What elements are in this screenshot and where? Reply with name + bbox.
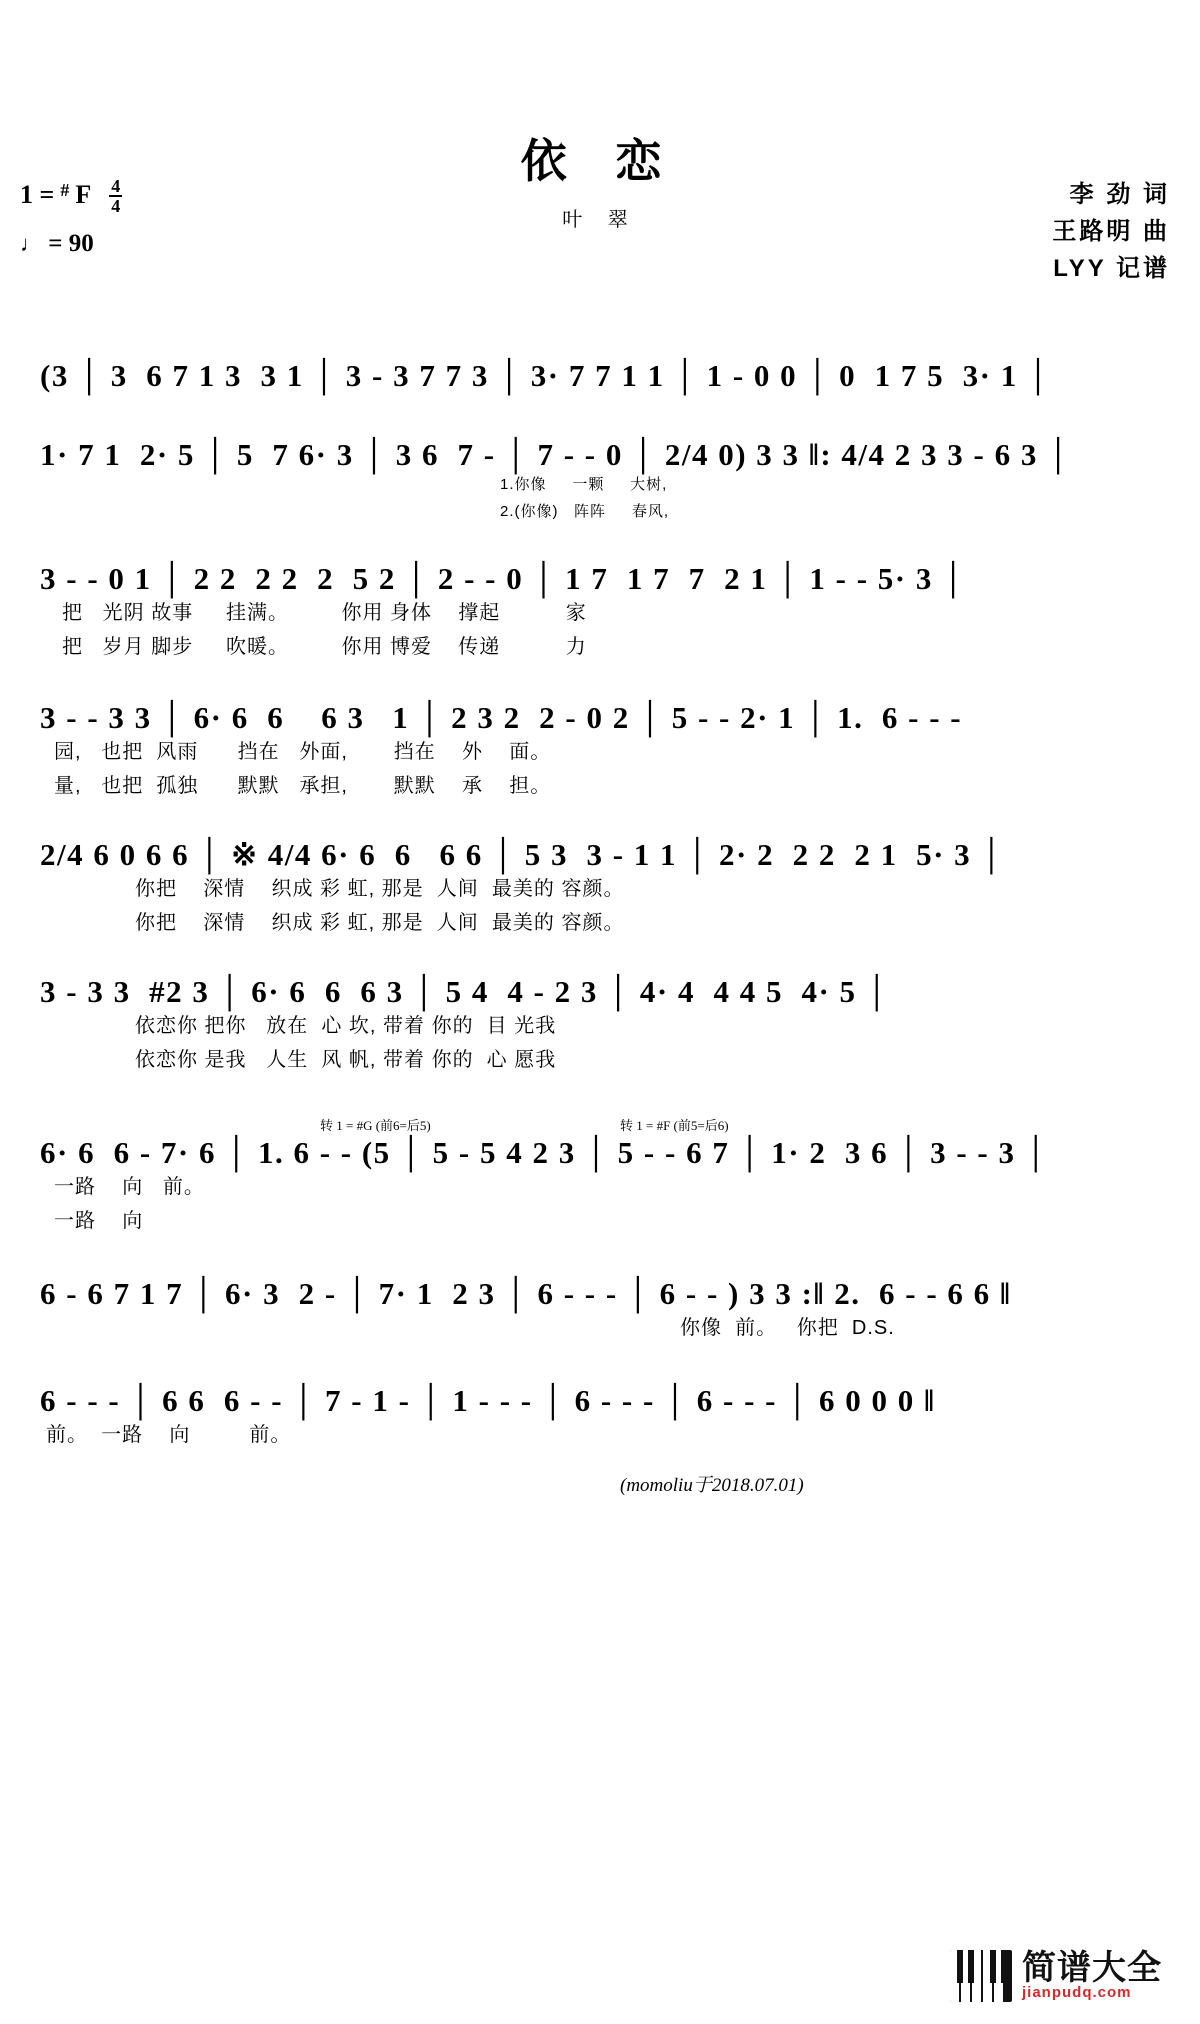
score-line-8-lyric-1: 你像 前。 你把 D.S.: [680, 1317, 895, 1339]
key-letter: F: [75, 180, 92, 209]
logo-brand-en: jianpudq.com: [1022, 1984, 1132, 2001]
score-line-5-notes: 2/4 6 0 6 6 │ ※ 4/4 6· 6 6 6 6 │ 5 3 3 - 1 1 │ 2· 2 2 2 2 1 5· 3 │: [40, 837, 1004, 872]
score-line-3-notes: 3 - - 0 1 │ 2 2 2 2 2 5 2 │ 2 - - 0 │ 1 7 1 7 7 2 1 │ 1 - - 5· 3 │: [40, 561, 966, 596]
modulation-annotation-2: 转 1 = #F (前5=后6): [620, 1118, 729, 1133]
score-line-5: [40, 839, 1160, 938]
score-line-2-lyric-1: 1.你像 一颗 大树,: [500, 476, 668, 493]
tempo-value: = 90: [48, 230, 94, 257]
time-signature: [109, 177, 122, 216]
score-line-4-notes: 3 - - 3 3 │ 6· 6 6 6 3 1 │ 2 3 2 2 - 0 2 │ 5 - - 2· 1 │ 1. 6 - - -: [40, 700, 963, 735]
score-line-4: [40, 702, 1160, 801]
quarter-note-icon: ♩: [20, 231, 42, 256]
sharp-icon: #: [60, 180, 70, 200]
credit-lyricist: 李 劲 词: [1069, 181, 1170, 208]
credit-transcriber: LYY 记谱: [1053, 255, 1170, 283]
score-line-1-notes: (3 │ 3 6 7 1 3 3 1 │ 3 - 3 7 7 3 │ 3· 7 7 1 1 │ 1 - 0 0 │ 0 1 7 5 3· 1 │: [40, 358, 1051, 393]
score-line-5-lyric-1: 你把 深情 织成 彩 虹, 那是 人间 最美的 容颜。: [135, 878, 625, 900]
piano-keys-icon: [950, 1950, 1012, 2002]
score-line-5-lyric-2: 你把 深情 织成 彩 虹, 那是 人间 最美的 容颜。: [135, 912, 625, 934]
score-line-3: [40, 563, 1160, 662]
score-line-1: [40, 360, 1160, 391]
score-line-4-lyric-1: 园, 也把 风雨 挡在 外面, 挡在 外 面。: [54, 741, 552, 763]
time-signature-numerator: 4: [111, 176, 121, 196]
logo-text: [1022, 1951, 1162, 2001]
score-line-6-lyric-1: 依恋你 把你 放在 心 坎, 带着 你的 目 光我: [135, 1015, 557, 1037]
score-line-2-notes: 1· 7 1 2· 5 │ 5 7 6· 3 │ 3 6 7 - │ 7 - - 0 │ 2/4 0) 3 3 ‖: 4/4 2 3 3 - 6 3 │: [40, 437, 1071, 472]
logo-brand-cn: 简谱大全: [1022, 1949, 1162, 1987]
time-signature-denominator: 4: [111, 196, 121, 217]
site-logo[interactable]: [950, 1950, 1162, 2002]
score-line-8: [40, 1278, 1160, 1343]
score-line-2: [40, 439, 1160, 523]
score-line-8-notes: 6 - 6 7 1 7 │ 6· 3 2 - │ 7· 1 2 3 │ 6 - - - │ 6 - - ) 3 3 :‖ 2. 6 - - 6 6 ‖: [40, 1276, 1012, 1311]
footnote: (momoliu于2018.07.01): [620, 1475, 804, 1496]
credit-composer: 王路明 曲: [1052, 218, 1170, 246]
page-title: 依 恋: [520, 135, 680, 187]
credits-block: [1052, 176, 1170, 288]
score-line-9-lyric-1: 前。 一路 向 前。: [46, 1424, 292, 1446]
tempo-marking: [20, 230, 94, 258]
score-line-7-lyric-1: 一路 向 前。: [54, 1176, 205, 1198]
key-signature-text: 1 =: [20, 180, 55, 209]
score-line-6-lyric-2: 依恋你 是我 人生 风 帆, 带着 你的 心 愿我: [135, 1049, 557, 1071]
score-line-2-lyric-2: 2.(你像) 阵阵 春风,: [500, 502, 670, 520]
score-line-3-lyric-2: 把 岁月 脚步 吹暖。 你用 博爱 传递 力: [62, 636, 587, 658]
score-line-7-notes: 6· 6 6 - 7· 6 │ 1. 6 - - (5 │ 5 - 5 4 2 3 │ 5 - - 6 7 │ 1· 2 3 6 │ 3 - - 3 │: [40, 1135, 1049, 1170]
score-line-9-notes: 6 - - - │ 6 6 6 - - │ 7 - 1 - │ 1 - - - │ 6 - - - │ 6 - - - │ 6 0 0 0 ‖: [40, 1383, 936, 1418]
score-line-3-lyric-1: 把 光阴 故事 挂满。 你用 身体 撑起 家: [62, 602, 587, 624]
key-signature: [20, 176, 122, 219]
score-line-6-notes: 3 - 3 3 #2 3 │ 6· 6 6 6 3 │ 5 4 4 - 2 3 │ 4· 4 4 4 5 4· 5 │: [40, 974, 890, 1009]
page-subtitle: 叶 翠: [562, 209, 638, 231]
score-line-7: [40, 1115, 1160, 1236]
score-line-9: [40, 1385, 1160, 1450]
score-line-6: [40, 976, 1160, 1075]
score-line-4-lyric-2: 量, 也把 孤独 默默 承担, 默默 承 担。: [54, 775, 552, 797]
score-line-7-lyric-2: 一路 向: [54, 1210, 144, 1232]
modulation-annotation-1: 转 1 = #G (前6=后5): [320, 1118, 431, 1133]
